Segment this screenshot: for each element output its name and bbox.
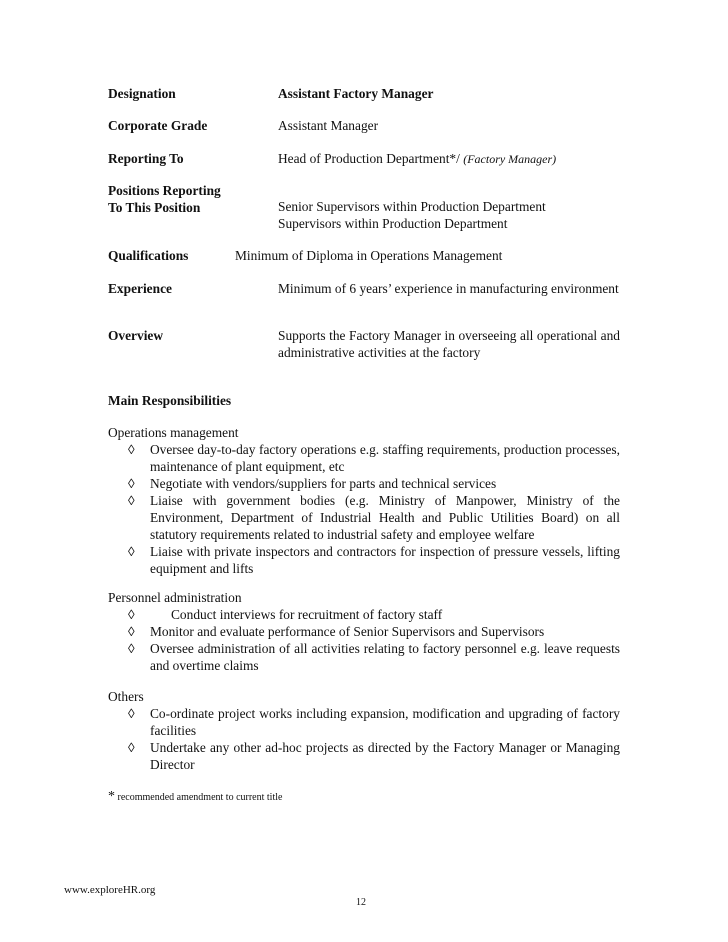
list-item: ◊ Monitor and evaluate performance of Senior Supervisors and Supervisors [128,624,545,639]
diamond-bullet-icon: ◊ [128,641,135,656]
list-item: ◊ Conduct interviews for recruitment of factory staff [128,607,443,622]
positions-label-line-1: Positions Reporting [108,183,221,198]
website-footer: www.exploreHR.org [64,884,156,896]
positions-value [278,198,620,232]
footnote-text: recommended amendment to current title [117,792,283,803]
positions-value-line-1: Senior Supervisors within Production Department [278,199,546,214]
list-item: ◊ Negotiate with vendors/suppliers for parts and technical services [128,476,497,491]
designation-label: Designation [108,86,176,101]
positions-value-line-2: Supervisors within Production Department [278,216,508,231]
diamond-bullet-icon: ◊ [128,624,135,639]
grade-value: Assistant Manager [278,118,379,133]
reporting-value-text: Head of Production Department*/ [278,151,460,166]
footnote-star: * [108,789,115,804]
list-item: ◊ Oversee day-to-day factory operations e.g. staffing requirements, production processes, maintenance of plant equipment, etc [128,442,620,474]
operations-heading: Operations management [108,425,239,440]
others-heading: Others [108,689,144,704]
list-item: ◊ Co-ordinate project works including expansion, modification and upgrading of factory facilities [128,706,620,738]
experience-value: Minimum of 6 years’ experience in manufacturing environment [278,281,619,296]
positions-label-line-2: To This Position [108,200,201,215]
qualifications-value: Minimum of Diploma in Operations Management [235,248,503,263]
qualifications-label: Qualifications [108,248,189,263]
overview-value: Supports the Factory Manager in overseeing all operational and administrative activities at the factory [278,328,620,360]
footnote [108,789,282,805]
main-responsibilities-title: Main Responsibilities [108,393,232,408]
diamond-bullet-icon: ◊ [128,476,135,491]
diamond-bullet-icon: ◊ [128,607,135,622]
list-item: ◊ Undertake any other ad-hoc projects as directed by the Factory Manager or Managing Director [128,740,620,772]
experience-label: Experience [108,281,172,296]
diamond-bullet-icon: ◊ [128,706,135,721]
personnel-heading: Personnel administration [108,590,242,605]
positions-label [108,182,278,216]
overview-label: Overview [108,328,164,343]
operations-group [108,424,620,577]
diamond-bullet-icon: ◊ [128,442,135,457]
reporting-label: Reporting To [108,151,184,166]
reporting-value [278,150,620,168]
diamond-bullet-icon: ◊ [128,544,135,559]
personnel-group [108,589,620,674]
others-group [108,688,620,773]
list-item: ◊ Liaise with government bodies (e.g. Ministry of Manpower, Ministry of the Environment, Department of Industrial Health and Public Utilities Board) on all statutory requirements related to industrial safety and employee welfare [128,493,620,542]
grade-label: Corporate Grade [108,118,208,133]
diamond-bullet-icon: ◊ [128,493,135,508]
list-item: ◊ Liaise with private inspectors and contractors for inspection of pressure vessels, lifting equipment and lifts [128,544,620,576]
page-number: 12 [356,897,366,908]
designation-value: Assistant Factory Manager [278,86,434,101]
reporting-note: (Factory Manager) [463,152,557,166]
diamond-bullet-icon: ◊ [128,740,135,755]
list-item: ◊ Oversee administration of all activities relating to factory personnel e.g. leave requests and overtime claims [128,641,620,673]
